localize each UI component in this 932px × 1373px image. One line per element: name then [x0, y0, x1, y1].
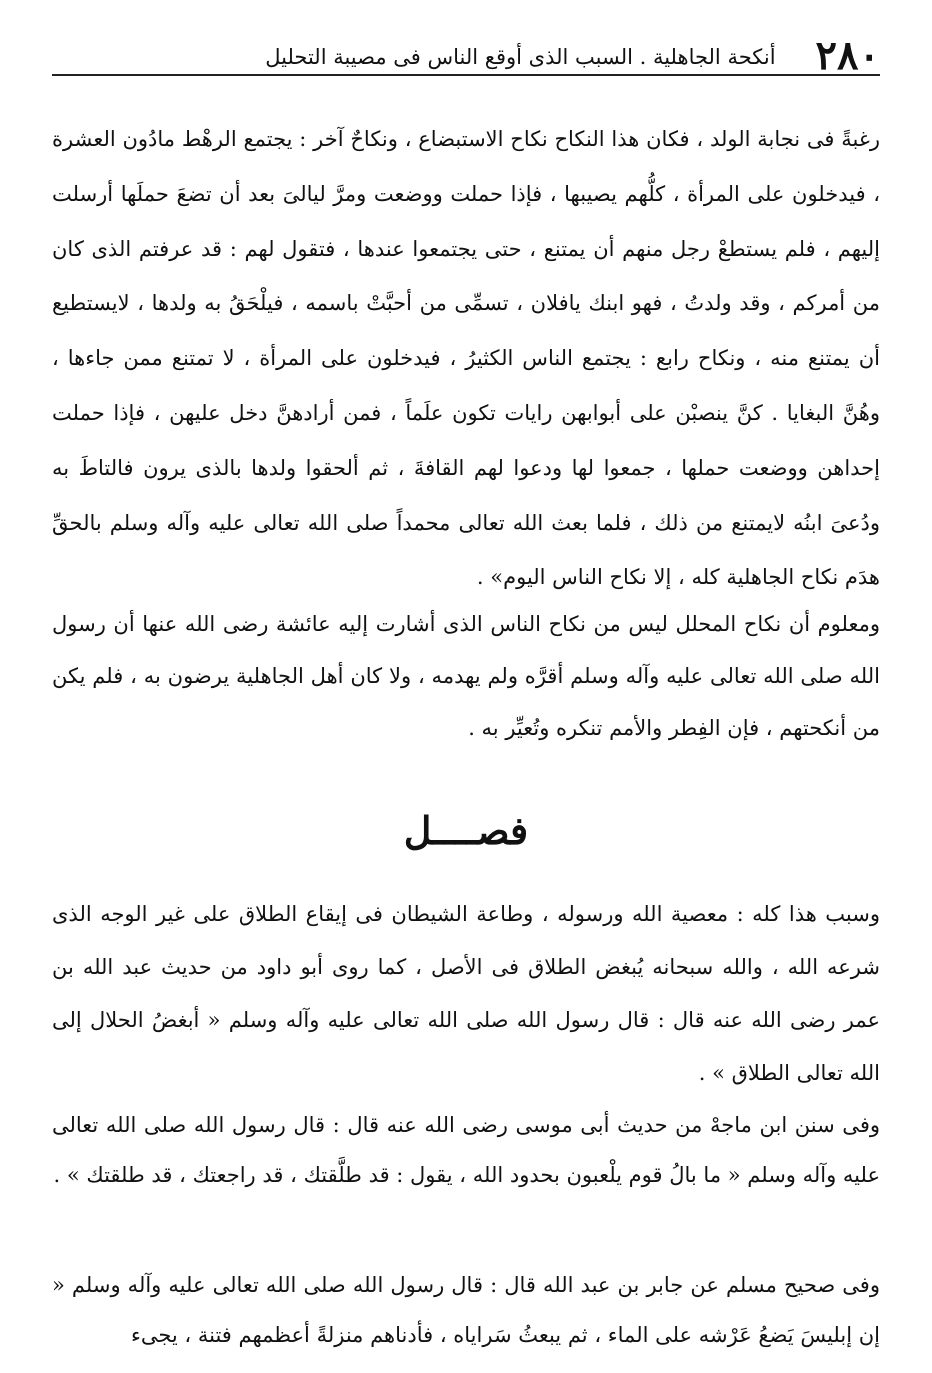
running-title: أنكحة الجاهلية . السبب الذى أوقع الناس فى مصيبة التحليل	[265, 44, 776, 69]
paragraph-5: وفى صحيح مسلم عن جابر بن عبد الله قال : قال رسول الله صلى الله تعالى عليه وآله وسلم « إن إبليسَ يَضعُ عَرْشه على الماء ، ثم يبعثُ سَراياه ، فأدناهم منزلةً أعظمهم فتنة ، يجىء	[52, 1273, 880, 1347]
paragraph-1: رغبةً فى نجابة الولد ، فكان هذا النكاح نكاح الاستبضاع ، ونكاحٌ آخر : يجتمع الرهْط مادُون العشرة ، فيدخلون على المرأة ، كلُّهم يصيبها ، فإذا حملت ووضعت ومرَّ ليالىَ بعد أن تضعَ حملَها أرسلت إليهم ، فلم يستطعْ رجل منهم أن يمتنع ، حتى يجتمعوا عندها ، فتقول لهم : قد عرفتم الذى كان من أمركم ، وقد ولدتُ ، فهو ابنك يافلان ، تسمِّى من أحبَّتْ باسمه ، فيلْحَقُ به ولدها ، لايستطيع أن يمتنع منه ، ونكاح رابع : يجتمع الناس الكثيرُ ، فيدخلون على المرأة ، لا تمتنع ممن جاءها ، وهُنَّ البغايا . كنَّ ينصبْن على أبوابهن رايات تكون علَماً ، فمن أرادهنَّ دخل عليهن ، فإذا حملت إحداهن ووضعت حملها ، جمعوا لها ودعوا لهم القافةَ ، ثم ألحقوا ولدها بالذى يرون فالتاطَ به ودُعىَ ابنُه لايمتنع من ذلك ، فلما بعث الله تعالى محمداً صلى الله تعالى عليه وآله وسلم بالحقِّ هدَم نكاح الجاهلية كله ، إلا نكاح الناس اليوم» .	[52, 127, 880, 590]
page-number: ٢٨٠	[815, 32, 880, 79]
paragraph-3: وسبب هذا كله : معصية الله ورسوله ، وطاعة الشيطان فى إيقاع الطلاق على غير الوجه الذى شرعه الله ، والله سبحانه يُبغض الطلاق فى الأصل ، كما روى أبو داود من حديث عبد الله بن عمر رضى الله عنه قال : قال رسول الله صلى الله تعالى عليه وآله وسلم « أبغضُ الحلال إلى الله تعالى الطلاق » .	[52, 902, 880, 1085]
section-heading: فصــــل	[403, 808, 529, 853]
page-header	[52, 20, 880, 79]
paragraph-4: وفى سنن ابن ماجهْ من حديث أبى موسى رضى الله عنه قال : قال رسول الله صلى الله تعالى عليه وآله وسلم « ما بالُ قوم يلْعبون بحدود الله ، يقول : قد طلَّقتك ، قد راجعتك ، قد طلقتك » .	[52, 1113, 880, 1187]
paragraph-2: ومعلوم أن نكاح المحلل ليس من نكاح الناس الذى أشارت إليه عائشة رضى الله عنها أن رسول الله صلى الله تعالى عليه وآله وسلم أقرَّه ولم يهدمه ، ولا كان أهل الجاهلية يرضون به ، فلم يكن من أنكحتهم ، فإن الفِطر والأمم تنكره وتُعيِّر به .	[52, 612, 880, 740]
header-rule	[52, 74, 880, 76]
